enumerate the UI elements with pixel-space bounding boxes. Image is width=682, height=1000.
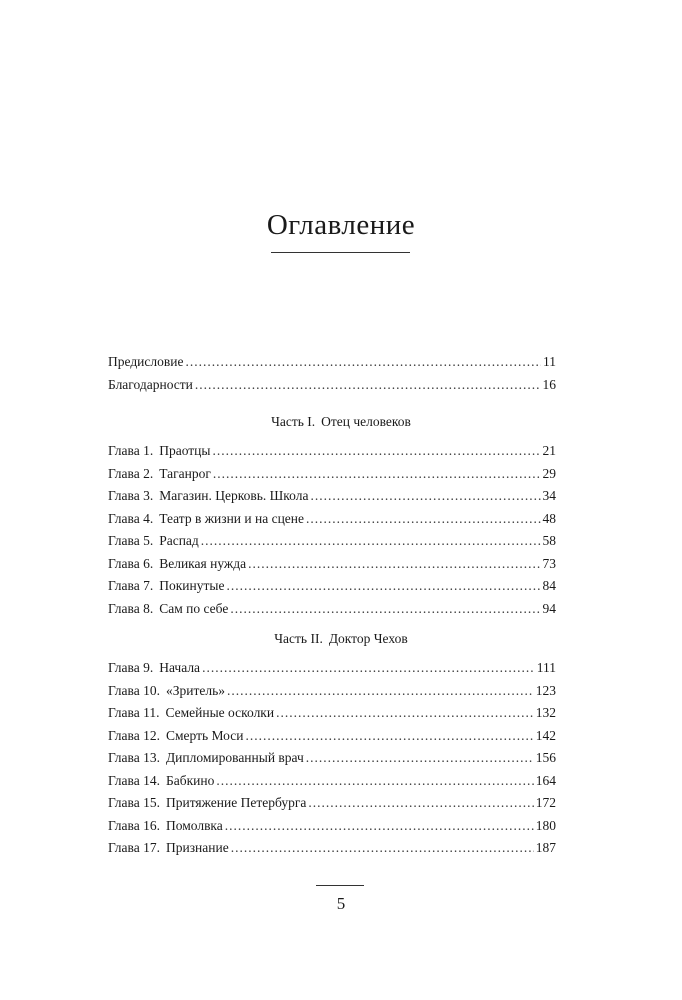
part-title: Доктор Чехов [328,631,408,646]
chapter-title: Покинутые [159,578,225,593]
chapter-title: Смерть Моси [165,727,244,743]
chapter-number: Глава 14. [108,772,160,788]
toc-entry-chapter-10[interactable] [108,680,556,703]
toc-entry-page: 187 [535,840,556,855]
toc-entry-page: 84 [542,578,556,593]
chapter-number: Глава 8. [108,600,154,616]
toc-entry-page: 16 [542,376,556,392]
dot-leader [195,374,541,397]
toc-entry-chapter-2[interactable] [108,463,556,486]
chapter-title: Театр в жизни и на сцене [159,510,305,526]
chapter-number: Глава 6. [108,555,154,571]
chapter-number: Глава 15. [108,795,160,810]
dot-leader [308,792,533,815]
dot-leader [231,837,534,860]
dot-leader [201,530,541,553]
toc-entry-chapter-15[interactable] [108,792,556,815]
part-number: Часть II. [274,631,323,646]
chapter-title: «Зритель» [165,682,225,698]
toc-entry-chapter-4[interactable] [108,508,556,531]
chapter-number: Глава 5. [108,533,154,548]
chapter-number: Глава 12. [108,727,160,743]
dot-leader [216,770,533,793]
chapter-title: Магазин. Церковь. Школа [159,488,309,503]
dot-leader [310,485,540,508]
dot-leader [230,598,540,621]
dot-leader [185,351,541,374]
chapter-title: Притяжение Петербурга [165,795,307,810]
toc-entry-page: 48 [542,510,556,526]
chapter-number: Глава 10. [108,682,160,698]
chapter-number: Глава 4. [108,510,154,526]
chapter-title: Начала [159,660,201,675]
toc-entry-chapter-12[interactable] [108,725,556,748]
toc-entry-chapter-16[interactable] [108,815,556,838]
toc-entry-page: 111 [536,660,556,675]
dot-leader [226,575,540,598]
toc-entry-page: 94 [542,600,556,616]
chapter-title: Распад [159,533,199,548]
toc-entry-page: 58 [542,533,556,548]
chapter-number: Глава 9. [108,660,154,675]
chapter-number: Глава 3. [108,488,154,503]
chapter-number: Глава 7. [108,578,154,593]
toc-entry-page: 180 [535,817,556,833]
chapter-number: Глава 11. [108,705,160,720]
part-title: Отец человеков [321,414,411,429]
toc-entry-preface[interactable] [108,351,556,374]
toc-entry-acknowledgements[interactable] [108,374,556,397]
toc-entry-chapter-17[interactable] [108,837,556,860]
dot-leader [213,463,541,486]
toc-entry-chapter-9[interactable] [108,657,556,680]
chapter-number: Глава 2. [108,465,154,481]
toc-entry-chapter-7[interactable] [108,575,556,598]
footer-rule [316,885,364,886]
part-2-heading [0,629,682,649]
part-1-chapter-list [108,440,556,620]
chapter-title: Таганрог [159,465,211,481]
chapter-title: Великая нужда [159,555,247,571]
toc-entry-chapter-6[interactable] [108,553,556,576]
toc-entry-page: 11 [543,354,556,369]
toc-entry-page: 172 [535,795,556,810]
dot-leader [225,815,534,838]
toc-entry-chapter-14[interactable] [108,770,556,793]
toc-entry-chapter-5[interactable] [108,530,556,553]
chapter-title: Семейные осколки [165,705,275,720]
toc-entry-page: 142 [535,727,556,743]
page-number: 5 [336,894,346,913]
dot-leader [248,553,540,576]
toc-entry-page: 29 [542,465,556,481]
chapter-title: Признание [165,840,229,855]
dot-leader [306,508,540,531]
toc-entry-page: 156 [535,750,556,765]
toc-entry-page: 73 [542,555,556,571]
chapter-number: Глава 1. [108,443,154,458]
dot-leader [212,440,540,463]
chapter-title: Помолвка [165,817,223,833]
toc-entry-page: 34 [542,488,556,503]
chapter-title: Сам по себе [159,600,229,616]
toc-entry-chapter-11[interactable] [108,702,556,725]
dot-leader [306,747,534,770]
dot-leader [227,680,534,703]
chapter-title: Дипломированный врач [165,750,304,765]
dot-leader [202,657,535,680]
toc-entry-label: Благодарности [108,376,193,392]
chapter-number: Глава 13. [108,750,160,765]
part-number: Часть I. [271,414,316,429]
page-title: Оглавление [266,209,416,241]
dot-leader [245,725,533,748]
toc-entry-page: 132 [535,705,556,720]
toc-entry-page: 164 [535,772,556,788]
toc-entry-chapter-3[interactable] [108,485,556,508]
part-2-chapter-list [108,657,556,860]
part-1-heading [0,412,682,432]
title-underline [271,252,410,253]
chapter-title: Праотцы [159,443,211,458]
toc-entry-page: 21 [542,443,556,458]
dot-leader [276,702,534,725]
toc-entry-label: Предисловие [108,354,184,369]
chapter-number: Глава 17. [108,840,160,855]
toc-entry-chapter-1[interactable] [108,440,556,463]
front-matter-list [108,351,556,396]
toc-entry-chapter-13[interactable] [108,747,556,770]
toc-entry-page: 123 [535,682,556,698]
chapter-title: Бабкино [165,772,215,788]
toc-entry-chapter-8[interactable] [108,598,556,621]
chapter-number: Глава 16. [108,817,160,833]
